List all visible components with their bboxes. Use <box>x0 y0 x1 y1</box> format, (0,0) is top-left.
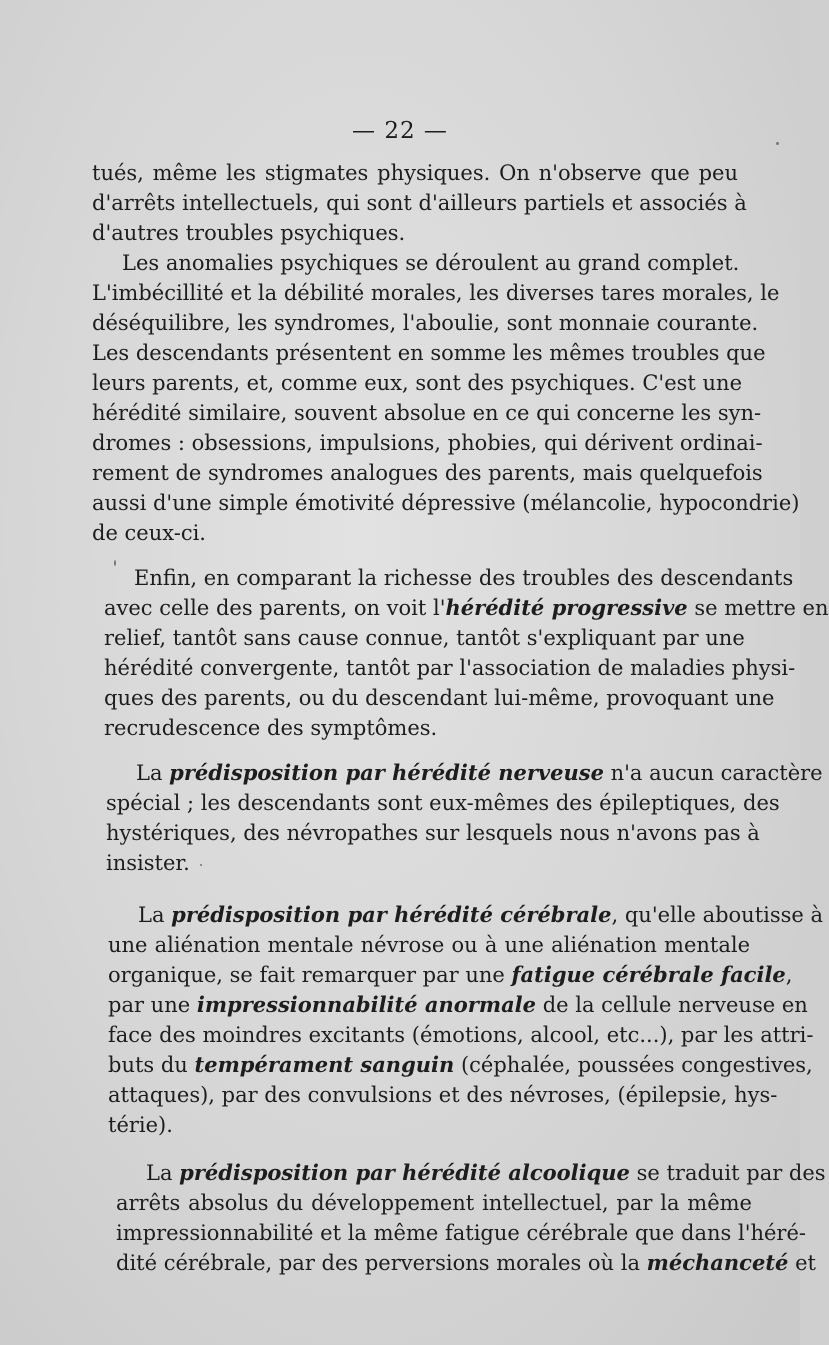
paragraph-nervous-heredity <box>106 758 823 878</box>
text-line <box>108 900 824 930</box>
text-run: se mettre en <box>687 596 829 620</box>
text-line <box>108 960 793 990</box>
paragraph-alcoholic-heredity <box>116 1158 826 1278</box>
text-line: hystériques, des névropathes sur lesquels nous n'avons pas à <box>106 821 760 845</box>
emphasis-term: impressionnabilité anormale <box>196 992 537 1017</box>
text-line <box>108 1050 813 1080</box>
paragraph-progressive-heredity <box>104 563 829 743</box>
emphasis-term: méchanceté <box>646 1250 789 1275</box>
text-run: buts du <box>108 1053 195 1077</box>
text-run: organique, se fait remarquer par une <box>108 963 512 987</box>
text-run: (céphalée, poussées congestives, <box>454 1053 813 1077</box>
text-run: avec celle des parents, on voit l' <box>104 596 446 620</box>
text-line: Les anomalies psychiques se déroulent au grand complet. <box>122 251 740 275</box>
paragraph-continuation <box>92 158 800 548</box>
text-run: de la cellule nerveuse en <box>536 993 808 1017</box>
text-run: , qu'elle aboutisse à <box>611 903 824 927</box>
text-run: La <box>138 903 172 927</box>
text-line: attaques), par des convulsions et des névroses, (épilepsie, hys- <box>108 1083 778 1107</box>
text-line: ques des parents, ou du descendant lui-même, provoquant une <box>104 686 775 710</box>
text-line: face des moindres excitants (émotions, alcool, etc...), par les attri- <box>108 1023 814 1047</box>
text-line: térie). <box>108 1113 173 1137</box>
text-run: , <box>785 963 793 987</box>
text-line <box>104 593 829 623</box>
text-line: Enfin, en comparant la richesse des troubles des descendants <box>134 566 794 590</box>
text-run: dité cérébrale, par des perversions morales où la <box>116 1251 647 1275</box>
text-line: relief, tantôt sans cause connue, tantôt s'expliquant par une <box>104 626 745 650</box>
text-line <box>116 1158 826 1188</box>
emphasis-term: prédisposition par hérédité cérébrale <box>171 902 612 927</box>
text-line: spécial ; les descendants sont eux-mêmes des épileptiques, des <box>106 791 780 815</box>
text-line: recrudescence des symptômes. <box>104 716 438 740</box>
text-line: tués, même les stigmates physiques. On n'observe que peu <box>92 161 738 185</box>
text-line: hérédité convergente, tantôt par l'association de maladies physi- <box>104 656 796 680</box>
text-line <box>108 990 808 1020</box>
text-line <box>116 1248 816 1278</box>
text-line: hérédité similaire, souvent absolue en ce qui concerne les syn- <box>92 401 762 425</box>
text-line: arrêts absolus du développement intellectuel, par la même <box>116 1191 752 1215</box>
text-run: et <box>788 1251 816 1275</box>
emphasis-term: tempérament sanguin <box>194 1052 455 1077</box>
text-run: par une <box>108 993 197 1017</box>
text-line: une aliénation mentale névrose ou à une aliénation mentale <box>108 933 750 957</box>
scan-speck <box>114 560 116 566</box>
scan-speck <box>200 864 202 866</box>
text-line: déséquilibre, les syndromes, l'aboulie, sont monnaie courante. <box>92 311 759 335</box>
emphasis-term: fatigue cérébrale facile <box>511 962 786 987</box>
text-line: dromes : obsessions, impulsions, phobies, qui dérivent ordinai- <box>92 431 763 455</box>
text-line: d'autres troubles psychiques. <box>92 221 406 245</box>
text-line: aussi d'une simple émotivité dépressive (mélancolie, hypocondrie) <box>92 491 800 515</box>
text-line: rement de syndromes analogues des parents, mais quelquefois <box>92 461 763 485</box>
text-line: L'imbécillité et la débilité morales, les diverses tares morales, le <box>92 281 780 305</box>
scan-speck <box>776 142 779 145</box>
text-run: se traduit par des <box>629 1161 826 1185</box>
text-run: La <box>146 1161 180 1185</box>
text-run: n'a aucun caractère <box>603 761 823 785</box>
text-line: de ceux-ci. <box>92 521 206 545</box>
text-line: d'arrêts intellectuels, qui sont d'ailleurs partiels et associés à <box>92 191 747 215</box>
text-line: impressionnabilité et la même fatigue cérébrale que dans l'héré- <box>116 1221 806 1245</box>
emphasis-term: hérédité progressive <box>445 595 688 620</box>
text-line: Les descendants présentent en somme les mêmes troubles que <box>92 341 766 365</box>
text-run: La <box>136 761 170 785</box>
emphasis-term: prédisposition par hérédité alcoolique <box>179 1160 630 1185</box>
text-line: leurs parents, et, comme eux, sont des psychiques. C'est une <box>92 371 743 395</box>
paragraph-cerebral-heredity <box>108 900 824 1140</box>
page-number: — 22 — <box>352 118 448 144</box>
text-line: insister. <box>106 851 190 875</box>
emphasis-term: prédisposition par hérédité nerveuse <box>169 760 604 785</box>
text-line <box>106 758 823 788</box>
